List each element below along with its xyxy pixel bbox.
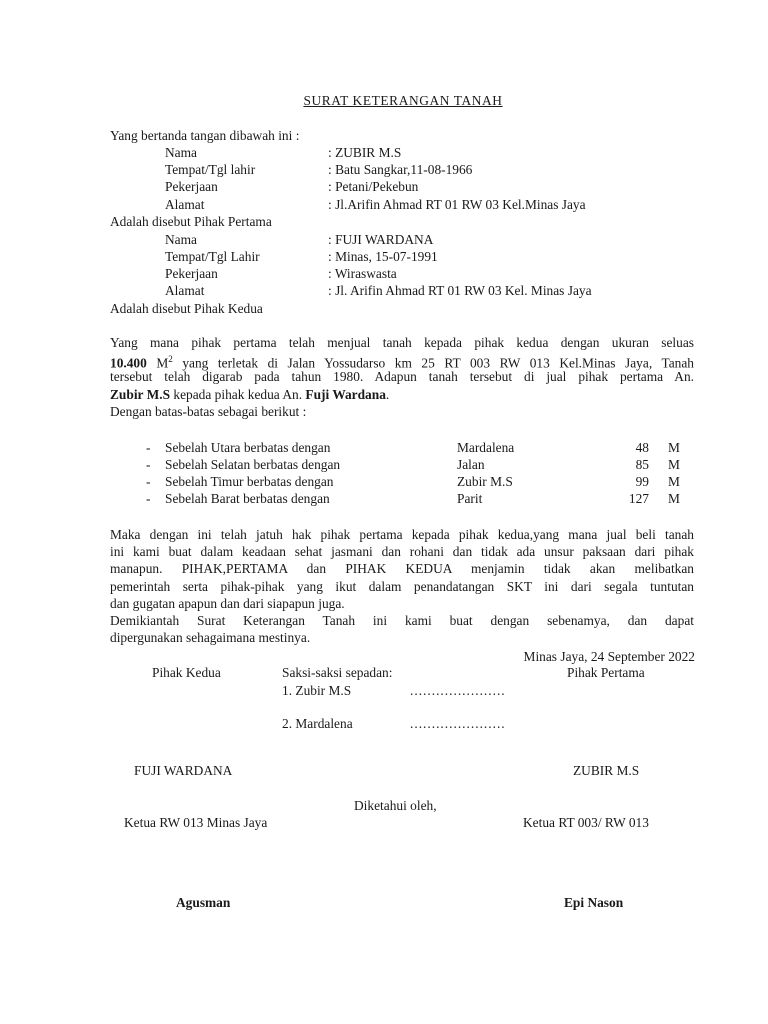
boundary-length: 99: [635, 474, 649, 489]
first-party-signatory-name: ZUBIR M.S: [573, 763, 640, 778]
first-party-birth-value: : Batu Sangkar,11-08-1966: [328, 162, 473, 177]
boundary-side: Sebelah Timur berbatas dengan: [165, 474, 334, 489]
second-party-name-label: Nama: [165, 232, 197, 247]
second-party-designation: Adalah disebut Pihak Kedua: [110, 301, 263, 316]
boundary-side: Sebelah Utara berbatas dengan: [165, 440, 331, 455]
closing-line-5: dan gugatan apapun dan dari siapapun juga.: [110, 595, 345, 611]
second-party-job-value: : Wiraswasta: [328, 266, 397, 281]
boundary-side: Sebelah Selatan berbatas dengan: [165, 457, 341, 472]
closing-line-4: pemerintah serta pihak-pihak yang ikut dalam penandatangan SKT ini dari segala tuntutan: [110, 578, 694, 594]
sale-line-2-text: yang terletak di Jalan Yossudarso km 25 RT 003 RW 013 Kel.Minas Jaya, Tanah: [182, 355, 694, 371]
boundary-unit: M: [668, 491, 680, 506]
boundary-unit: M: [668, 474, 680, 489]
first-party-address-label: Alamat: [165, 197, 205, 212]
first-party-sign-label: Pihak Pertama: [567, 665, 645, 680]
second-party-name-value: : FUJI WARDANA: [328, 232, 434, 247]
boundary-unit: M: [668, 440, 680, 455]
first-party-job-label: Pekerjaan: [165, 179, 218, 194]
sale-paragraph: [110, 334, 694, 420]
boundary-side: Sebelah Barat berbatas dengan: [165, 491, 330, 506]
closing-line-3: manapun. PIHAK,PERTAMA dan PIHAK KEDUA menjamin tidak akan melibatkan: [110, 561, 694, 577]
rw-head-name: Agusman: [176, 895, 231, 910]
first-party-name-value: : ZUBIR M.S: [328, 145, 402, 160]
intro-text: Yang bertanda tangan dibawah ini :: [110, 128, 300, 143]
sale-line-1: Yang mana pihak pertama telah menjual tanah kepada pihak kedua dengan ukuran seluas: [110, 335, 694, 350]
boundary-bullet: -: [146, 440, 151, 455]
sale-line-5: Dengan batas-batas sebagai berikut :: [110, 403, 307, 419]
boundary-length: 85: [635, 457, 649, 472]
first-party-name-label: Nama: [165, 145, 197, 160]
second-party-address-value: : Jl. Arifin Ahmad RT 01 RW 03 Kel. Minas Jaya: [328, 283, 592, 298]
first-party-designation: Adalah disebut Pihak Pertama: [110, 214, 272, 229]
buyer-name: Fuji Wardana: [305, 386, 386, 402]
first-party-birth-label: Tempat/Tgl lahir: [165, 162, 256, 177]
seller-name: Zubir M.S: [110, 386, 171, 402]
boundary-unit: M: [668, 457, 680, 472]
rw-head-title: Ketua RW 013 Minas Jaya: [124, 815, 268, 830]
second-party-job-label: Pekerjaan: [165, 266, 218, 281]
boundary-bullet: -: [146, 457, 151, 472]
rt-head-name: Epi Nason: [564, 895, 624, 910]
sale-line-4-end: .: [385, 386, 390, 402]
second-party-signatory-name: FUJI WARDANA: [134, 763, 233, 778]
place-date: Minas Jaya, 24 September 2022: [523, 649, 695, 664]
sale-line-4: [110, 386, 694, 403]
boundary-neighbor: Mardalena: [457, 440, 515, 455]
closing-line-2: ini kami buat dalam keadaan sehat jasmani dan rohani dan tidak ada unsur paksaan dari pihak: [110, 544, 694, 560]
sale-line-2: [110, 351, 694, 371]
area-unit: M: [156, 355, 169, 371]
closing-paragraph: [110, 526, 694, 646]
second-party-birth-value: : Minas, 15-07-1991: [328, 249, 438, 264]
second-party-birth-label: Tempat/Tgl Lahir: [165, 249, 260, 264]
sale-line-4-text: kepada pihak kedua An.: [173, 386, 303, 402]
boundary-neighbor: Zubir M.S: [457, 474, 513, 489]
witness-2-name: 2. Mardalena: [282, 716, 353, 731]
sale-line-3: tersebut telah digarab pada tahun 1980. Adapun tanah tersebut di jual pihak pertama An.: [110, 369, 694, 385]
witness-1-signature-line: ......................: [410, 683, 506, 698]
second-party-sign-label: Pihak Kedua: [152, 665, 221, 680]
boundary-length: 127: [628, 491, 649, 506]
witness-label: Saksi-saksi sepadan:: [282, 665, 393, 680]
first-party-job-value: : Petani/Pekebun: [328, 179, 419, 194]
boundary-length: 48: [635, 440, 649, 455]
land-area: 10.400: [110, 355, 147, 371]
boundary-bullet: -: [146, 474, 151, 489]
second-party-address-label: Alamat: [165, 283, 205, 298]
rt-head-title: Ketua RT 003/ RW 013: [523, 815, 649, 830]
boundary-neighbor: Jalan: [457, 457, 485, 472]
witness-2-signature-line: ......................: [410, 716, 506, 731]
closing-line-1: Maka dengan ini telah jatuh hak pihak pertama kepada pihak kedua,yang mana jual beli tanah: [110, 527, 694, 542]
witness-1-name: 1. Zubir M.S: [282, 683, 352, 698]
first-party-address-value: : Jl.Arifin Ahmad RT 01 RW 03 Kel.Minas Jaya: [328, 197, 586, 212]
closing-line-6: Demikiantah Surat Keterangan Tanah ini kami buat dengan sebenamya, dan dapat: [110, 612, 694, 628]
document-title: SURAT KETERANGAN TANAH: [303, 93, 503, 108]
closing-line-7: dipergunakan sehagaimana mestinya.: [110, 630, 311, 646]
acknowledged-by-label: Diketahui oleh,: [354, 798, 437, 813]
boundary-bullet: -: [146, 491, 151, 506]
boundary-neighbor: Parit: [457, 491, 483, 506]
area-unit-superscript: 2: [168, 354, 173, 365]
